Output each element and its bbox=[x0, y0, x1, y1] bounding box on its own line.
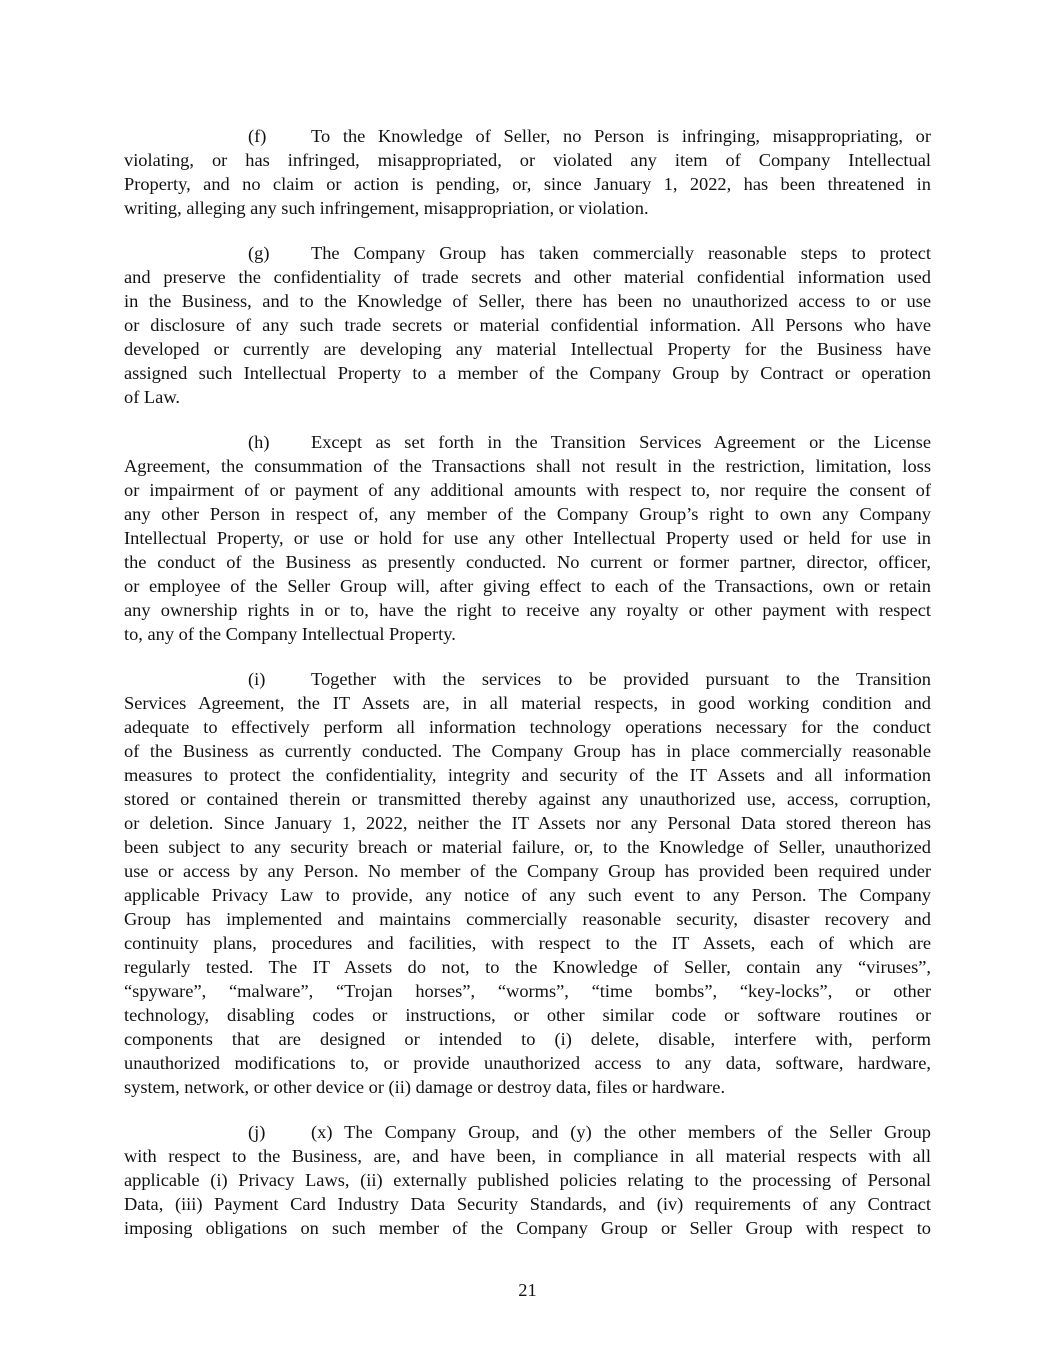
line-text: Group has implemented and maintains commercially reasonable security, disaster recovery and bbox=[124, 909, 931, 929]
text-line bbox=[124, 715, 931, 739]
line-text: any ownership rights in or to, have the right to receive any royalty or other payment with respect bbox=[124, 600, 931, 620]
text-line bbox=[124, 955, 931, 979]
text-line bbox=[124, 622, 931, 646]
line-text: or disclosure of any such trade secrets or material confidential information. All Persons who have bbox=[124, 315, 931, 335]
line-text: writing, alleging any such infringement, misappropriation, or violation. bbox=[124, 198, 649, 218]
line-text: Except as set forth in the Transition Services Agreement or the License bbox=[311, 432, 931, 452]
document-page bbox=[124, 124, 931, 1261]
text-line bbox=[124, 526, 931, 550]
line-text: “spyware”, “malware”, “Trojan horses”, “worms”, “time bombs”, “key-locks”, or other bbox=[124, 981, 931, 1001]
line-text: adequate to effectively perform all information technology operations necessary for the conduct bbox=[124, 717, 931, 737]
line-text: components that are designed or intended to (i) delete, disable, interfere with, perform bbox=[124, 1029, 931, 1049]
page-number: 21 bbox=[518, 1280, 537, 1300]
text-line bbox=[124, 598, 931, 622]
text-line bbox=[124, 691, 931, 715]
line-text: and preserve the confidentiality of trade secrets and other material confidential information used bbox=[124, 267, 931, 287]
line-text: regularly tested. The IT Assets do not, to the Knowledge of Seller, contain any “viruses”, bbox=[124, 957, 931, 977]
paragraph-j bbox=[124, 1120, 931, 1240]
paragraph-g bbox=[124, 241, 931, 409]
line-text: Agreement, the consummation of the Transactions shall not result in the restriction, limitation, loss bbox=[124, 456, 931, 476]
line-text: measures to protect the confidentiality, integrity and security of the IT Assets and all information bbox=[124, 765, 931, 785]
line-text: Services Agreement, the IT Assets are, in all material respects, in good working condition and bbox=[124, 693, 931, 713]
section-label: (f) bbox=[248, 126, 267, 146]
section-label: (i) bbox=[248, 669, 266, 689]
line-text: been subject to any security breach or material failure, or, to the Knowledge of Seller, unauthorized bbox=[124, 837, 931, 857]
line-text: to, any of the Company Intellectual Property. bbox=[124, 624, 456, 644]
text-line bbox=[124, 1075, 931, 1099]
text-line bbox=[124, 1120, 931, 1144]
text-line bbox=[124, 337, 931, 361]
line-text: the conduct of the Business as presently conducted. No current or former partner, director, officer, bbox=[124, 552, 931, 572]
line-text: applicable Privacy Law to provide, any notice of any such event to any Person. The Company bbox=[124, 885, 931, 905]
line-text: developed or currently are developing any material Intellectual Property for the Business have bbox=[124, 339, 931, 359]
text-line bbox=[124, 454, 931, 478]
line-text: imposing obligations on such member of the Company Group or Seller Group with respect to bbox=[124, 1218, 931, 1238]
line-text: To the Knowledge of Seller, no Person is infringing, misappropriating, or bbox=[311, 126, 931, 146]
text-line bbox=[124, 1168, 931, 1192]
text-line bbox=[124, 172, 931, 196]
text-line bbox=[124, 979, 931, 1003]
line-text: continuity plans, procedures and facilities, with respect to the IT Assets, each of which are bbox=[124, 933, 931, 953]
text-line bbox=[124, 1003, 931, 1027]
line-text: assigned such Intellectual Property to a member of the Company Group by Contract or operation bbox=[124, 363, 931, 383]
line-text: system, network, or other device or (ii) damage or destroy data, files or hardware. bbox=[124, 1077, 726, 1097]
paragraph-h bbox=[124, 430, 931, 646]
paragraph-f bbox=[124, 124, 931, 220]
text-line bbox=[124, 763, 931, 787]
text-line bbox=[124, 907, 931, 931]
text-line bbox=[124, 148, 931, 172]
section-label: (g) bbox=[248, 243, 270, 263]
text-line bbox=[124, 265, 931, 289]
line-text: of Law. bbox=[124, 387, 180, 407]
text-line bbox=[124, 811, 931, 835]
text-line bbox=[124, 1027, 931, 1051]
text-line bbox=[124, 739, 931, 763]
line-text: use or access by any Person. No member of the Company Group has provided been required under bbox=[124, 861, 931, 881]
line-text: or deletion. Since January 1, 2022, neither the IT Assets nor any Personal Data stored thereon has bbox=[124, 813, 931, 833]
section-label: (j) bbox=[248, 1122, 266, 1142]
text-line bbox=[124, 1144, 931, 1168]
text-line bbox=[124, 1051, 931, 1075]
line-text: violating, or has infringed, misappropriated, or violated any item of Company Intellectual bbox=[124, 150, 931, 170]
line-text: The Company Group has taken commercially reasonable steps to protect bbox=[311, 243, 931, 263]
line-text: technology, disabling codes or instructions, or other similar code or software routines or bbox=[124, 1005, 931, 1025]
text-line bbox=[124, 1192, 931, 1216]
text-line bbox=[124, 667, 931, 691]
text-line bbox=[124, 931, 931, 955]
text-line bbox=[124, 787, 931, 811]
line-text: (x) The Company Group, and (y) the other members of the Seller Group bbox=[311, 1122, 931, 1142]
section-label: (h) bbox=[248, 432, 270, 452]
line-text: Together with the services to be provided pursuant to the Transition bbox=[311, 669, 931, 689]
text-line bbox=[124, 313, 931, 337]
text-line bbox=[124, 1216, 931, 1240]
text-line bbox=[124, 430, 931, 454]
line-text: with respect to the Business, are, and have been, in compliance in all material respects with all bbox=[124, 1146, 931, 1166]
text-line bbox=[124, 289, 931, 313]
line-text: Data, (iii) Payment Card Industry Data Security Standards, and (iv) requirements of any Contract bbox=[124, 1194, 931, 1214]
line-text: any other Person in respect of, any member of the Company Group’s right to own any Company bbox=[124, 504, 931, 524]
text-line bbox=[124, 124, 931, 148]
line-text: in the Business, and to the Knowledge of Seller, there has been no unauthorized access to or use bbox=[124, 291, 931, 311]
line-text: Property, and no claim or action is pending, or, since January 1, 2022, has been threatened in bbox=[124, 174, 931, 194]
line-text: Intellectual Property, or use or hold for use any other Intellectual Property used or held for use in bbox=[124, 528, 931, 548]
line-text: or impairment of or payment of any additional amounts with respect to, nor require the consent of bbox=[124, 480, 931, 500]
text-line bbox=[124, 883, 931, 907]
text-line bbox=[124, 361, 931, 385]
text-line bbox=[124, 502, 931, 526]
paragraph-i bbox=[124, 667, 931, 1099]
line-text: unauthorized modifications to, or provide unauthorized access to any data, software, hardware, bbox=[124, 1053, 931, 1073]
line-text: applicable (i) Privacy Laws, (ii) externally published policies relating to the processing of Personal bbox=[124, 1170, 931, 1190]
line-text: stored or contained therein or transmitted thereby against any unauthorized use, access, corruption, bbox=[124, 789, 931, 809]
text-line bbox=[124, 574, 931, 598]
line-text: or employee of the Seller Group will, after giving effect to each of the Transactions, own or retain bbox=[124, 576, 931, 596]
text-line bbox=[124, 241, 931, 265]
text-line bbox=[124, 196, 931, 220]
text-line bbox=[124, 835, 931, 859]
text-line bbox=[124, 478, 931, 502]
text-line bbox=[124, 859, 931, 883]
text-line bbox=[124, 385, 931, 409]
text-line bbox=[124, 550, 931, 574]
line-text: of the Business as currently conducted. The Company Group has in place commercially reasonable bbox=[124, 741, 931, 761]
